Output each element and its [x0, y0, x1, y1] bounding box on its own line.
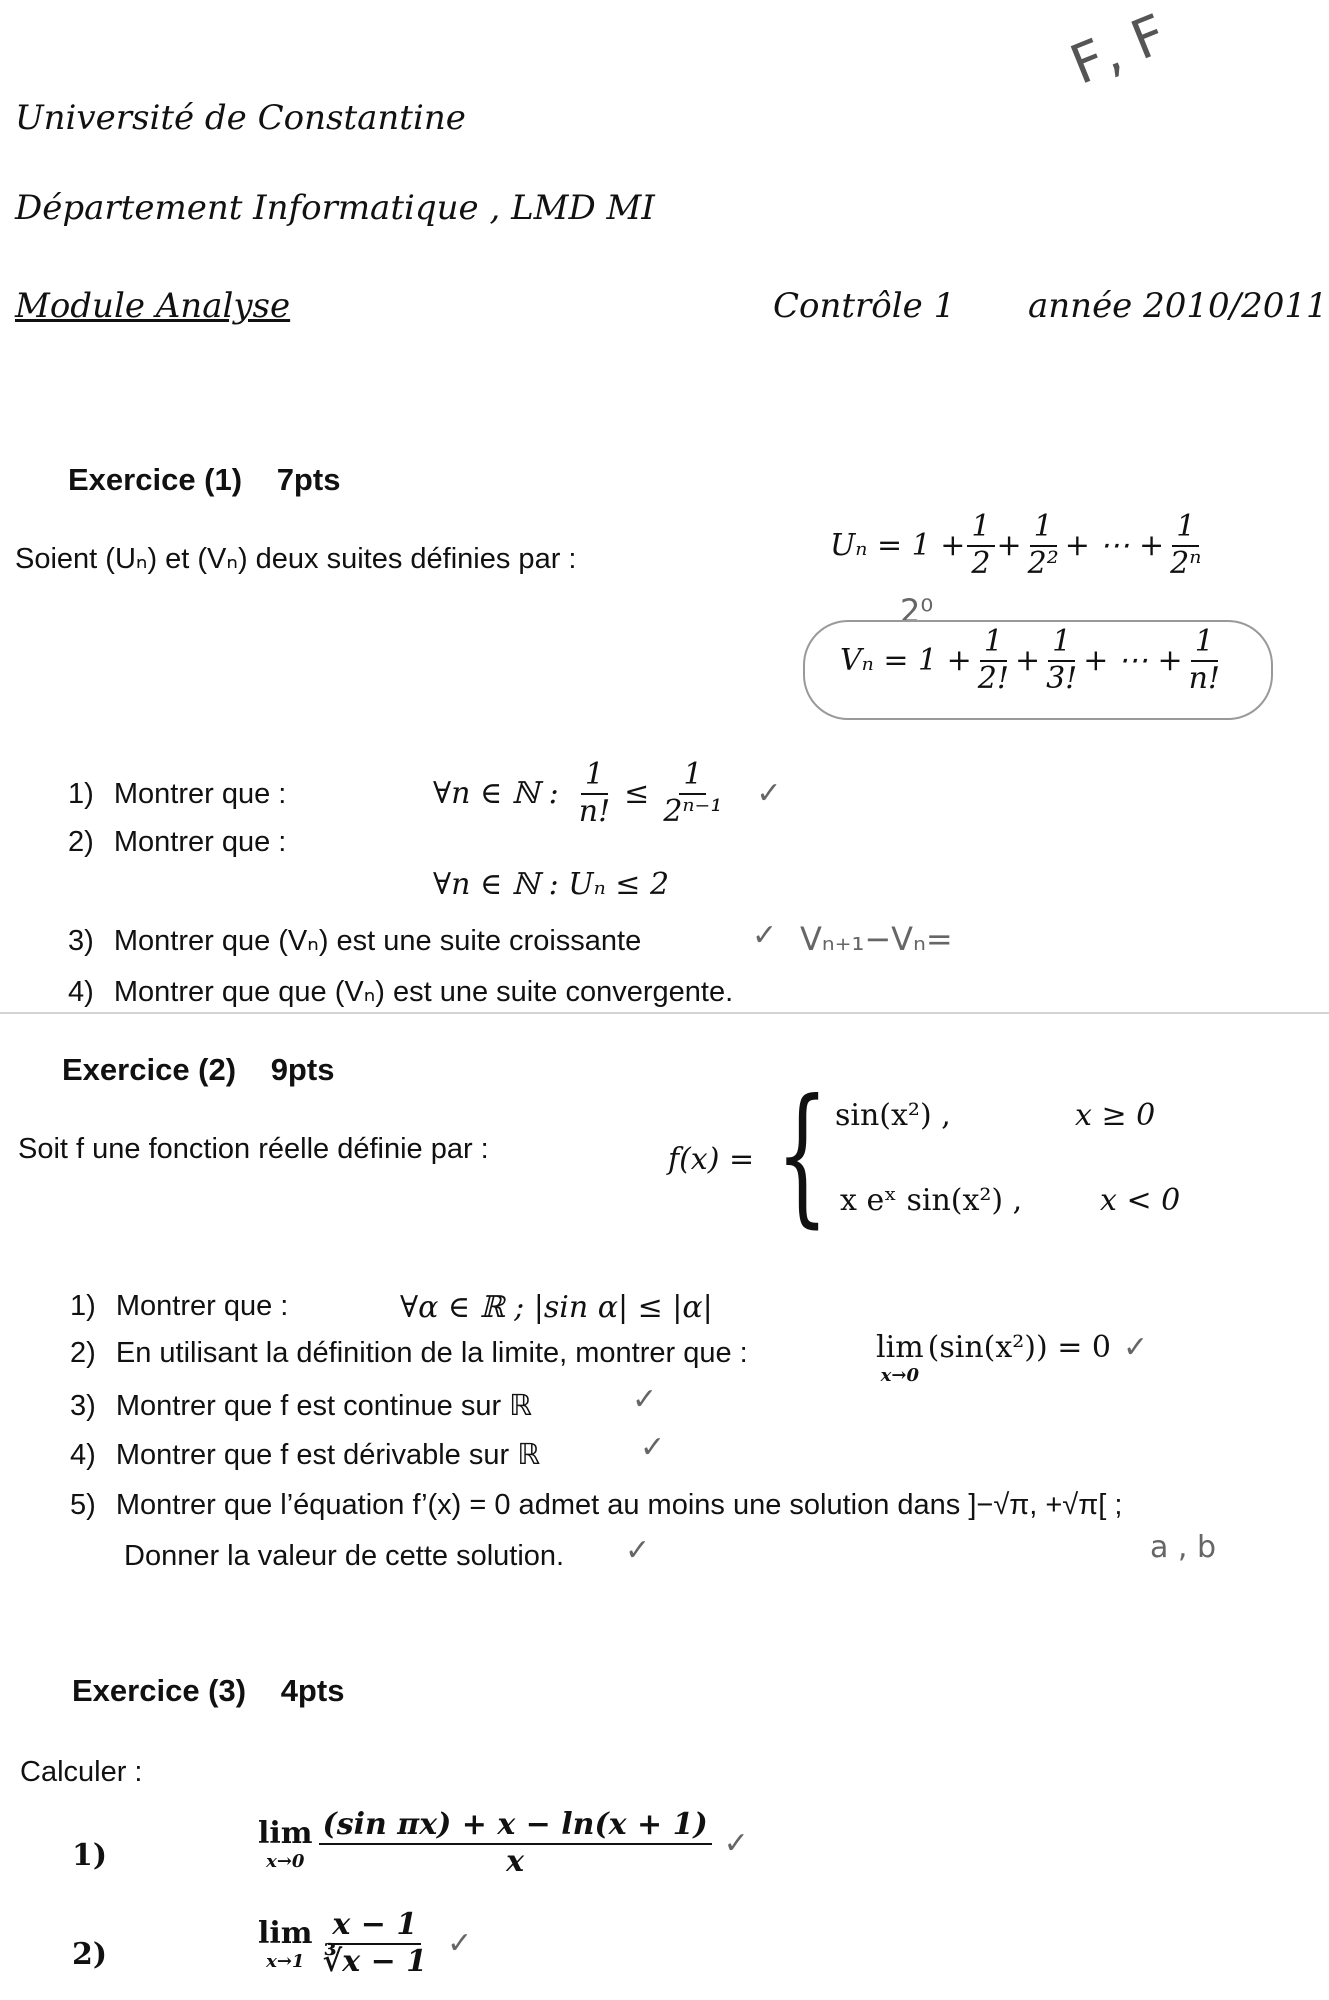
department-name: [15, 188, 655, 228]
handwritten-2-zero: 2⁰: [900, 592, 934, 630]
ex1-q1-inequality: ∀n ∈ ℕ : $\frac{1}{n!}$ ≤ $\frac{1}{\text{2ⁿ⁻¹}}$ ✓: [433, 757, 782, 829]
exercise-2-label: Exercice (2): [62, 1052, 237, 1087]
ex1-question-1: 1) Montrer que :: [68, 778, 287, 810]
module-name: Module Analyse: [15, 286, 291, 326]
f-label: f(x) =: [668, 1142, 755, 1177]
ex2-question-1: 1) Montrer que :: [70, 1290, 289, 1322]
Un-term-1: $\frac{1}{2}$: [967, 510, 994, 581]
f-case-1-expr: sin(x²) ,: [835, 1098, 951, 1133]
page-fold-line: [0, 1012, 1329, 1014]
left-brace-icon: {: [776, 1068, 829, 1242]
Vn-lhs: Vₙ = 1 +: [840, 643, 972, 678]
exercise-2-intro: Soit f une fonction réelle définie par :: [18, 1133, 489, 1165]
exercise-3-label: Exercice (3): [72, 1673, 247, 1708]
f-case-2-cond: x < 0: [1100, 1183, 1181, 1218]
check-mark-icon: ✓: [756, 776, 782, 811]
f-case-1-cond: x ≥ 0: [1075, 1098, 1156, 1133]
exercise-1-title: [68, 462, 340, 498]
ex2-question-4: 4) Montrer que f est dérivable sur ℝ: [70, 1439, 541, 1471]
exercise-3-intro: Calculer :: [20, 1756, 143, 1788]
handwritten-vn-note: Vₙ₊₁−Vₙ=: [800, 920, 953, 958]
ex2-q2-limit: lim x→0 (sin(x²)) = 0 ✓: [876, 1330, 1149, 1386]
Un-definition: Uₙ = 1 + $\frac{1}{2}$ + $\frac{1}{\text{2²}}$ + ⋯ + $\frac{1}{\text{2ⁿ}}$: [830, 510, 1207, 581]
exercise-1-intro: Soient (Uₙ) et (Vₙ) deux suites définies par :: [15, 543, 577, 575]
handwritten-ab-note: a , b: [1150, 1530, 1217, 1565]
check-mark-icon: ✓: [752, 918, 778, 953]
ex1-q2-inequality: ∀n ∈ ℕ : Uₙ ≤ 2: [433, 867, 670, 902]
department-label: Département Informatique: [15, 188, 479, 228]
exam-year: année 2010/2011: [1028, 286, 1328, 326]
check-mark-icon: ✓: [640, 1430, 666, 1465]
ex1-question-2: 2) Montrer que :: [68, 826, 287, 858]
exercise-1-label: Exercice (1): [68, 462, 243, 497]
ex2-question-5b: Donner la valeur de cette solution.: [124, 1540, 565, 1572]
ex2-q1-math: ∀α ∈ ℝ ; |sin α| ≤ |α|: [400, 1290, 713, 1325]
university-name: Université de Constantine: [15, 98, 466, 138]
ex1-question-3: 3) Montrer que (Vₙ) est une suite croissante: [68, 925, 642, 957]
ex2-question-5: 5) Montrer que l’équation f’(x) = 0 admet au moins une solution dans ]−√π, +√π[ ;: [70, 1489, 1123, 1521]
check-mark-icon: ✓: [1123, 1330, 1149, 1365]
ex2-question-3: 3) Montrer que f est continue sur ℝ: [70, 1390, 533, 1422]
program-label: , LMD MI: [489, 188, 655, 228]
Un-term-2: $\frac{1}{\text{2²}}$: [1027, 509, 1059, 581]
check-mark-icon: ✓: [723, 1826, 749, 1861]
exercise-1-points: 7pts: [276, 462, 341, 497]
Un-term-n: $\frac{1}{\text{2ⁿ}}$: [1170, 509, 1202, 581]
exam-title: Contrôle 1: [773, 286, 956, 326]
f-case-2-expr: x eˣ sin(x²) ,: [840, 1183, 1023, 1218]
Vn-term-3: $\frac{1}{3!}$: [1046, 624, 1078, 696]
Vn-term-2: $\frac{1}{2!}$: [977, 624, 1009, 696]
Vn-term-n: $\frac{1}{n!}$: [1188, 624, 1220, 696]
exercise-3-points: 4pts: [280, 1673, 345, 1708]
ex2-question-2: 2) En utilisant la définition de la limite, montrer que :: [70, 1337, 748, 1369]
exercise-2-points: 9pts: [270, 1052, 335, 1087]
ex3-question-1-label: 1): [72, 1838, 108, 1873]
ex1-question-4: 4) Montrer que que (Vₙ) est une suite convergente.: [68, 976, 734, 1008]
check-mark-icon: ✓: [632, 1382, 658, 1417]
exercise-2-title: [62, 1052, 334, 1088]
exercise-3-title: [72, 1673, 344, 1709]
Vn-definition: Vₙ = 1 + $\frac{1}{2!}$ + $\frac{1}{3!}$ + ⋯ + $\frac{1}{n!}$: [840, 625, 1226, 696]
ex3-q1-limit: lim x→0 $\frac{\text{(sin πx) + x − ln(x + 1)}}{x}$ ✓: [258, 1807, 749, 1879]
check-mark-icon: ✓: [625, 1533, 651, 1568]
ex3-q2-limit: lim x→1 $\frac{x - 1}{∛x - 1}$ ✓: [258, 1907, 473, 1979]
ex3-question-2-label: 2): [72, 1937, 108, 1972]
check-mark-icon: ✓: [447, 1926, 473, 1961]
handwritten-corner-note: F, F: [1061, 2, 1175, 97]
Un-lhs: Uₙ = 1 +: [830, 528, 966, 563]
